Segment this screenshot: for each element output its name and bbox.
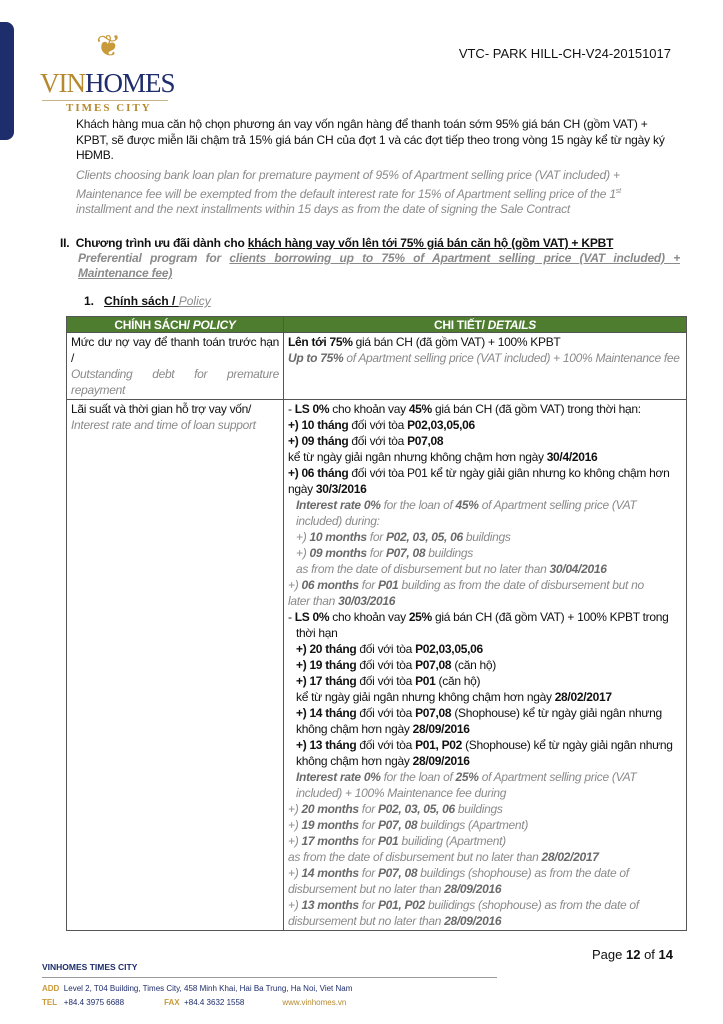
detail-text: as from the date of disbursement but no later than — [288, 850, 542, 864]
logo-divider — [42, 100, 168, 101]
detail-line — [288, 689, 682, 705]
detail-text: included) + 100% Maintenance fee during — [296, 786, 507, 800]
vinhomes-logo — [40, 30, 175, 114]
details-cell — [284, 333, 687, 400]
detail-text: builiding (Apartment) — [398, 834, 506, 848]
detail-emphasis: P07,08 — [415, 706, 452, 720]
detail-text: cho khoản vay — [329, 402, 409, 416]
detail-emphasis: 19 months — [301, 818, 359, 832]
policy-vi: Lãi suất và thời gian hỗ trợ vay vốn/ — [71, 402, 252, 416]
detail-emphasis: 20 months — [301, 802, 359, 816]
detail-text: for — [358, 818, 378, 832]
intro-en-sup: st — [615, 187, 621, 195]
logo-subtitle: TIMES CITY — [66, 102, 152, 114]
detail-emphasis: Lên tới 75% — [288, 335, 353, 349]
detail-emphasis: 06 months — [301, 578, 359, 592]
detail-emphasis: 25% — [408, 610, 432, 624]
detail-text: for — [358, 898, 378, 912]
detail-text: đối với tòa — [356, 642, 416, 656]
detail-emphasis: P01, P02 — [415, 738, 463, 752]
detail-emphasis: P02,03,05,06 — [407, 418, 475, 432]
section-title-vi — [60, 236, 680, 251]
detail-text: (căn hộ) — [435, 674, 481, 688]
detail-emphasis: P07,08 — [407, 434, 444, 448]
detail-text: đối với tòa — [356, 658, 416, 672]
footer-company: VINHOMES TIMES CITY — [42, 962, 138, 972]
detail-emphasis: Interest rate 0% — [296, 770, 381, 784]
detail-emphasis: 09 months — [309, 546, 367, 560]
detail-text: +) — [288, 866, 302, 880]
detail-emphasis: 30/04/2016 — [549, 562, 607, 576]
policy-cell — [67, 333, 284, 400]
detail-emphasis: +) 19 tháng — [296, 658, 357, 672]
header-details-en: DETAILS — [487, 317, 536, 332]
intro-en-a: Clients choosing bank loan plan for premature payment of 95% of Apartment selling price (VAT included) + Maintenance fee will be exempted from the default interest rate for 15% of Apartment selling price of the 1 — [76, 168, 620, 201]
detail-emphasis: P01, P02 — [377, 898, 425, 912]
section-number: II. — [60, 236, 70, 250]
detail-line — [288, 817, 682, 833]
detail-text: đối với tòa P01 kể từ ngày giải giân nhưng ko không chậm hơn — [348, 466, 670, 480]
detail-line — [288, 465, 682, 481]
detail-text: kể từ ngày giải ngân nhưng không chậm hơn ngày — [296, 690, 555, 704]
details-lines — [288, 334, 682, 366]
detail-emphasis: LS 0% — [294, 402, 330, 416]
address-text: Level 2, T04 Building, Times City, 458 Minh Khai, Hai Ba Trung, Ha Noi, Viet Nam — [63, 984, 353, 993]
policy-en: Interest rate and time of loan support — [71, 418, 256, 432]
detail-text: later than — [288, 594, 339, 608]
detail-line — [288, 417, 682, 433]
detail-line — [288, 753, 682, 769]
detail-text: cho khoản vay — [329, 610, 409, 624]
detail-emphasis: Interest rate 0% — [296, 498, 381, 512]
logo-brand-b: HOMES — [85, 68, 175, 98]
detail-emphasis: Up to 75% — [288, 351, 344, 365]
detail-line — [288, 545, 682, 561]
detail-line — [288, 609, 682, 625]
detail-line — [288, 769, 682, 785]
detail-emphasis: +) 14 tháng — [296, 706, 357, 720]
detail-text: +) — [296, 546, 310, 560]
detail-line — [288, 673, 682, 689]
detail-emphasis: P07,08 — [415, 658, 452, 672]
detail-text: builidings (shophouse) as from the date of — [424, 898, 639, 912]
detail-text: for — [358, 866, 378, 880]
detail-emphasis: P02, 03, 05, 06 — [385, 530, 463, 544]
detail-line — [288, 513, 682, 529]
detail-line — [288, 785, 682, 801]
detail-emphasis: 10 months — [309, 530, 367, 544]
detail-text: - — [288, 402, 295, 416]
detail-line — [288, 401, 682, 417]
detail-text: (Shophouse) kể từ ngày giải ngân nhưng — [462, 738, 673, 752]
section-en-u: clients borrowing up to 75% of Apartment selling price (VAT included) + Maintenance fee) — [78, 251, 681, 280]
detail-text: đối với tòa — [356, 674, 416, 688]
detail-text: buildings — [462, 530, 511, 544]
detail-emphasis: +) 17 tháng — [296, 674, 357, 688]
table-row — [67, 333, 687, 400]
detail-line — [288, 737, 682, 753]
header-policy-en: POLICY — [192, 317, 236, 332]
detail-text: for the loan of — [380, 770, 456, 784]
detail-emphasis: +) 20 tháng — [296, 642, 357, 656]
website-link[interactable]: www.vinhomes.vn — [282, 998, 347, 1007]
detail-emphasis: P02, 03, 05, 06 — [377, 802, 455, 816]
detail-text: building as from the date of disbursement but no — [398, 578, 644, 592]
detail-line — [288, 657, 682, 673]
detail-line — [288, 913, 682, 929]
detail-emphasis: 30/4/2016 — [546, 450, 598, 464]
detail-text: đối với tòa — [356, 706, 416, 720]
details-lines — [288, 401, 682, 929]
detail-line — [288, 497, 682, 513]
detail-text: đối với tòa — [356, 738, 416, 752]
detail-emphasis: 13 months — [301, 898, 359, 912]
detail-text: +) — [288, 898, 302, 912]
detail-emphasis: 45% — [408, 402, 432, 416]
detail-emphasis: +) 09 tháng — [288, 434, 349, 448]
policy-en: Outstanding debt for premature repayment — [71, 367, 279, 397]
detail-text: included) during: — [296, 514, 380, 528]
detail-text: buildings — [425, 546, 473, 560]
header-policy — [67, 317, 284, 333]
detail-text: of Apartment selling price (VAT included) + 100% Maintenance fee — [343, 351, 680, 365]
leaf-icon: ❦ — [96, 30, 122, 63]
detail-emphasis: P01 — [377, 834, 399, 848]
tel-number: +84.4 3975 6688 — [63, 998, 125, 1007]
detail-line — [288, 350, 682, 366]
detail-emphasis: P07, 08 — [377, 866, 418, 880]
detail-emphasis: P01 — [415, 674, 436, 688]
detail-line — [288, 577, 682, 593]
detail-text: of Apartment selling price (VAT — [478, 498, 637, 512]
section-vi-u: khách hàng vay vốn lên tới 75% giá bán căn hộ (gồm VAT) + KPBT — [247, 236, 614, 250]
detail-text: buildings (shophouse) as from the date of — [417, 866, 629, 880]
detail-emphasis: 28/02/2017 — [554, 690, 612, 704]
detail-line — [288, 705, 682, 721]
detail-text: +) — [288, 818, 302, 832]
policy-table — [66, 316, 687, 931]
section-title-en — [60, 251, 680, 281]
detail-emphasis: 28/09/2016 — [444, 882, 502, 896]
subsection-heading — [84, 294, 211, 308]
section-en-a: Preferential program for — [78, 251, 230, 265]
intro-en — [76, 168, 676, 218]
table-row — [67, 400, 687, 931]
detail-line — [288, 801, 682, 817]
detail-text: thời hạn — [296, 626, 338, 640]
policy-cell — [67, 400, 284, 931]
detail-line — [288, 865, 682, 881]
detail-emphasis: 28/09/2016 — [444, 914, 502, 928]
detail-emphasis: P07, 08 — [377, 818, 418, 832]
detail-line — [288, 625, 682, 641]
detail-text: - — [288, 610, 295, 624]
section-vi-a: Chương trình ưu đãi dành cho — [75, 236, 248, 250]
detail-emphasis: 28/02/2017 — [541, 850, 599, 864]
subsection-vi: Chính sách / — [104, 294, 179, 308]
tel-label: TEL — [42, 998, 58, 1007]
detail-text: disbursement but no later than — [288, 914, 445, 928]
detail-text: đối với tòa — [348, 418, 408, 432]
detail-line — [288, 897, 682, 913]
detail-text: ngày — [288, 482, 316, 496]
detail-text: không chậm hơn ngày — [296, 722, 413, 736]
detail-text: for the loan of — [380, 498, 456, 512]
detail-emphasis: +) 13 tháng — [296, 738, 357, 752]
detail-text: +) — [288, 802, 302, 816]
page-number — [592, 947, 673, 962]
detail-text: đối với tòa — [348, 434, 408, 448]
detail-text: for — [358, 802, 378, 816]
detail-emphasis: 25% — [455, 770, 479, 784]
detail-emphasis: LS 0% — [294, 610, 330, 624]
detail-text: không chậm hơn ngày — [296, 754, 413, 768]
detail-text: (Shophouse) kể từ ngày giải ngân nhưng — [451, 706, 662, 720]
detail-emphasis: +) 10 tháng — [288, 418, 349, 432]
detail-text: buildings (Apartment) — [417, 818, 529, 832]
header-policy-vi: CHÍNH SÁCH/ — [114, 317, 193, 332]
detail-text: giá bán CH (đã gồm VAT) + 100% KPBT trong — [431, 610, 669, 624]
page-label: Page — [592, 947, 626, 962]
detail-line — [288, 593, 682, 609]
detail-text: +) — [288, 834, 302, 848]
detail-text: of Apartment selling price (VAT — [478, 770, 637, 784]
detail-emphasis: 17 months — [301, 834, 359, 848]
detail-text: for — [366, 546, 386, 560]
detail-emphasis: 14 months — [301, 866, 359, 880]
detail-text: giá bán CH (đã gồm VAT) + 100% KPBT — [352, 335, 561, 349]
subsection-number: 1. — [84, 294, 95, 308]
section-heading — [60, 236, 680, 281]
detail-emphasis: P07, 08 — [385, 546, 426, 560]
detail-line — [288, 449, 682, 465]
page-of: of — [640, 947, 659, 962]
side-accent-bar — [0, 22, 14, 140]
detail-emphasis: P01 — [377, 578, 399, 592]
page-total: 14 — [658, 947, 673, 962]
header-details — [284, 317, 687, 333]
intro-vi: Khách hàng mua căn hộ chọn phương án vay vốn ngân hàng để thanh toán sớm 95% giá bán CH (gồm VAT) + KPBT, sẽ được miễn lãi chậm trả 15% giá bán CH của đợt 1 và các đợt tiếp theo trong vòng 15 ngày kể từ ngày ký HĐMB. — [76, 117, 665, 162]
detail-line — [288, 881, 682, 897]
subsection-en: Policy — [178, 294, 211, 308]
detail-emphasis: +) 06 tháng — [288, 466, 349, 480]
detail-emphasis: 30/03/2016 — [338, 594, 396, 608]
detail-text: (căn hộ) — [451, 658, 496, 672]
detail-emphasis: 45% — [455, 498, 479, 512]
detail-emphasis: 28/09/2016 — [412, 722, 470, 736]
logo-brand-a: VIN — [40, 68, 85, 98]
detail-text: buildings — [454, 802, 503, 816]
details-cell — [284, 400, 687, 931]
detail-text: kể từ ngày giải ngân nhưng không chậm hơn ngày — [288, 450, 547, 464]
detail-text: +) — [296, 530, 310, 544]
footer-address — [42, 984, 352, 993]
detail-emphasis: 30/3/2016 — [315, 482, 367, 496]
detail-text: +) — [288, 578, 302, 592]
document-id: VTC- PARK HILL-CH-V24-20151017 — [458, 46, 671, 61]
detail-text: for — [366, 530, 386, 544]
detail-line — [288, 561, 682, 577]
add-label: ADD — [42, 984, 60, 993]
detail-line — [288, 641, 682, 657]
detail-emphasis: 28/09/2016 — [412, 754, 470, 768]
detail-text: as from the date of disbursement but no later than — [296, 562, 550, 576]
fax-label: FAX — [164, 998, 180, 1007]
detail-line — [288, 833, 682, 849]
policy-vi: Mức dư nợ vay để thanh toán trước hạn / — [71, 335, 279, 365]
detail-emphasis: P02,03,05,06 — [415, 642, 483, 656]
fax-number: +84.4 3632 1558 — [184, 998, 245, 1007]
intro-en-b: installment and the next installments within 15 days as from the date of signing the Sale Contract — [76, 202, 571, 216]
detail-line — [288, 481, 682, 497]
page-current: 12 — [625, 947, 641, 962]
detail-text: giá bán CH (đã gồm VAT) trong thời hạn: — [431, 402, 641, 416]
detail-line — [288, 433, 682, 449]
detail-text: for — [358, 578, 378, 592]
detail-text: disbursement but no later than — [288, 882, 445, 896]
detail-line — [288, 721, 682, 737]
detail-line — [288, 334, 682, 350]
footer-divider — [42, 977, 497, 978]
table-header-row — [67, 317, 687, 333]
footer-contacts — [42, 998, 346, 1007]
detail-text: for — [358, 834, 378, 848]
detail-line — [288, 849, 682, 865]
header-details-vi: CHI TIẾT/ — [433, 317, 488, 332]
detail-line — [288, 529, 682, 545]
